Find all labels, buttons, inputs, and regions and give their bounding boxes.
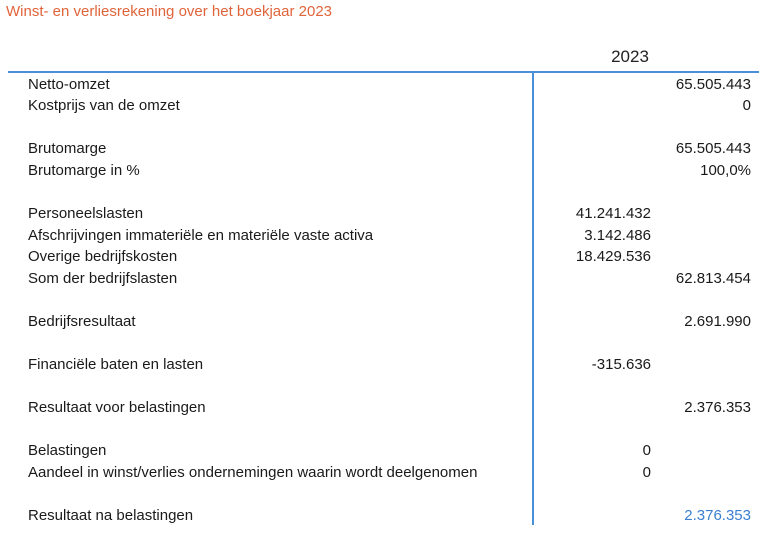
row-subtotal-value: 18.429.536 [575, 248, 651, 265]
row-netto-omzet [0, 74, 763, 96]
row-som-bedrijfslasten [0, 268, 763, 290]
row-subtotal-value: 0 [642, 442, 651, 459]
year-column-header: 2023 [611, 47, 649, 66]
row-subtotal-value: 3.142.486 [584, 227, 651, 244]
row-subtotal-value: 0 [642, 464, 651, 481]
row-total-value: 65.505.443 [675, 140, 751, 157]
row-label: Belastingen [28, 442, 107, 459]
row-total-value: 2.691.990 [684, 313, 751, 330]
report-title: Winst- en verliesrekening over het boekjaar 2023 [6, 3, 333, 20]
row-label: Bedrijfsresultaat [28, 313, 136, 330]
row-personeelslasten [0, 203, 763, 225]
row-total-value: 65.505.443 [675, 76, 751, 93]
row-total-value: 2.376.353 [684, 399, 751, 416]
row-brutomarge-pct [0, 160, 763, 182]
row-label: Brutomarge [28, 140, 107, 157]
row-total-value: 100,0% [700, 162, 751, 179]
row-subtotal-value: 41.241.432 [575, 205, 651, 222]
row-kostprijs [0, 95, 763, 117]
row-label: Personeelslasten [28, 205, 144, 222]
row-resultaat-na-belastingen [0, 505, 763, 527]
row-label: Financiële baten en lasten [28, 356, 204, 373]
row-label: Som der bedrijfslasten [28, 270, 178, 287]
row-label: Resultaat voor belastingen [28, 399, 206, 416]
row-resultaat-voor-belastingen [0, 397, 763, 419]
row-label: Overige bedrijfskosten [28, 248, 178, 265]
row-afschrijvingen [0, 225, 763, 247]
row-total-value: 2.376.353 [684, 507, 751, 524]
row-overige-bedrijfskosten [0, 246, 763, 268]
row-label: Aandeel in winst/verlies ondernemingen waarin wordt deelgenomen [28, 464, 478, 481]
row-bedrijfsresultaat [0, 311, 763, 333]
row-label: Netto-omzet [28, 76, 110, 93]
row-total-value: 0 [742, 97, 751, 114]
row-financiele-baten [0, 354, 763, 376]
row-label: Kostprijs van de omzet [28, 97, 180, 114]
header-divider [8, 71, 759, 73]
row-label: Brutomarge in % [28, 162, 140, 179]
row-aandeel-deelnemingen [0, 462, 763, 484]
row-brutomarge [0, 138, 763, 160]
row-total-value: 62.813.454 [675, 270, 751, 287]
row-subtotal-value: -315.636 [591, 356, 651, 373]
row-label: Afschrijvingen immateriële en materiële vaste activa [28, 227, 374, 244]
row-belastingen [0, 440, 763, 462]
row-label: Resultaat na belastingen [28, 507, 194, 524]
